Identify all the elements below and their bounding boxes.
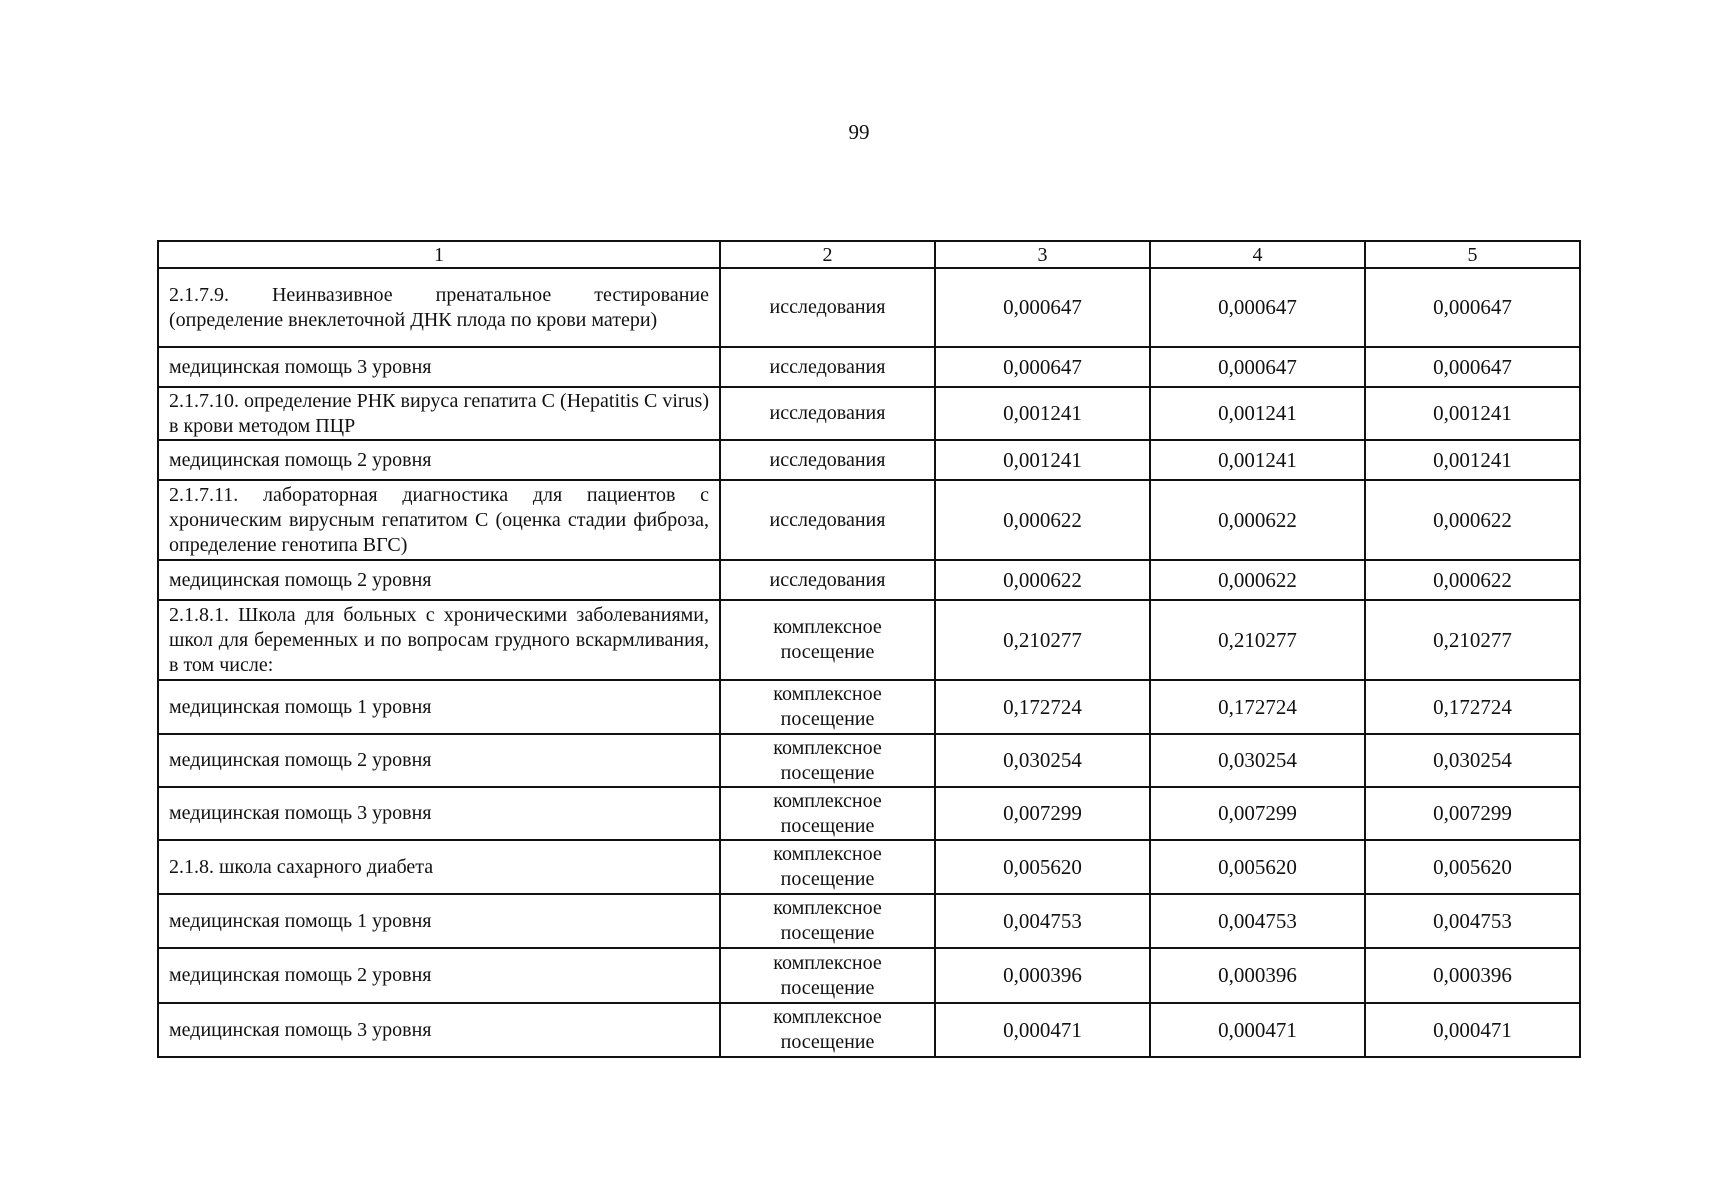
- value-cell-4: 0,007299: [1150, 787, 1365, 840]
- unit-cell: комплексное посещение: [720, 948, 935, 1003]
- row-name-cell: медицинская помощь 3 уровня: [158, 1003, 720, 1057]
- unit-cell: исследования: [720, 440, 935, 480]
- value-cell-5: 0,005620: [1365, 840, 1580, 894]
- column-header-1: 1: [158, 241, 720, 268]
- table-row: [158, 387, 1580, 440]
- value-cell-4: 0,000471: [1150, 1003, 1365, 1057]
- data-table: [157, 240, 1581, 1058]
- page-number: 99: [848, 120, 870, 144]
- value-cell-4: 0,172724: [1150, 680, 1365, 734]
- value-cell-5: 0,172724: [1365, 680, 1580, 734]
- table-row: [158, 787, 1580, 840]
- table-row: [158, 440, 1580, 480]
- value-cell-5: 0,000471: [1365, 1003, 1580, 1057]
- row-name-cell: 2.1.7.11. лабораторная диагностика для пациентов с хроническим вирусным гепатитом С (оценка стадии фиброза, определение генотипа ВГС): [158, 480, 720, 560]
- value-cell-4: 0,005620: [1150, 840, 1365, 894]
- value-cell-4: 0,000622: [1150, 560, 1365, 600]
- unit-cell: исследования: [720, 480, 935, 560]
- value-cell-4: 0,030254: [1150, 734, 1365, 787]
- value-cell-5: 0,004753: [1365, 894, 1580, 948]
- row-name-cell: медицинская помощь 2 уровня: [158, 734, 720, 787]
- unit-cell: исследования: [720, 387, 935, 440]
- row-name-cell: медицинская помощь 1 уровня: [158, 894, 720, 948]
- table-row: [158, 894, 1580, 948]
- table-row: [158, 600, 1580, 680]
- unit-cell: комплексное посещение: [720, 680, 935, 734]
- value-cell-5: 0,001241: [1365, 440, 1580, 480]
- value-cell-3: 0,005620: [935, 840, 1150, 894]
- table-row: [158, 948, 1580, 1003]
- column-header-2: 2: [720, 241, 935, 268]
- column-header-5: 5: [1365, 241, 1580, 268]
- value-cell-5: 0,000647: [1365, 347, 1580, 387]
- value-cell-4: 0,001241: [1150, 440, 1365, 480]
- value-cell-3: 0,030254: [935, 734, 1150, 787]
- row-name-cell: 2.1.8. школа сахарного диабета: [158, 840, 720, 894]
- row-name-cell: медицинская помощь 2 уровня: [158, 560, 720, 600]
- unit-cell: комплексное посещение: [720, 734, 935, 787]
- value-cell-3: 0,007299: [935, 787, 1150, 840]
- table-row: [158, 480, 1580, 560]
- value-cell-5: 0,001241: [1365, 387, 1580, 440]
- unit-cell: комплексное посещение: [720, 894, 935, 948]
- value-cell-5: 0,007299: [1365, 787, 1580, 840]
- value-cell-3: 0,000647: [935, 347, 1150, 387]
- value-cell-3: 0,210277: [935, 600, 1150, 680]
- row-name-cell: медицинская помощь 2 уровня: [158, 440, 720, 480]
- value-cell-5: 0,000622: [1365, 480, 1580, 560]
- value-cell-5: 0,000647: [1365, 268, 1580, 347]
- value-cell-3: 0,000647: [935, 268, 1150, 347]
- table-row: [158, 680, 1580, 734]
- table-row: [158, 347, 1580, 387]
- value-cell-3: 0,172724: [935, 680, 1150, 734]
- value-cell-3: 0,000622: [935, 480, 1150, 560]
- row-name-cell: медицинская помощь 3 уровня: [158, 787, 720, 840]
- unit-cell: комплексное посещение: [720, 1003, 935, 1057]
- unit-cell: комплексное посещение: [720, 600, 935, 680]
- value-cell-3: 0,001241: [935, 387, 1150, 440]
- unit-cell: комплексное посещение: [720, 787, 935, 840]
- column-header-4: 4: [1150, 241, 1365, 268]
- value-cell-4: 0,004753: [1150, 894, 1365, 948]
- value-cell-4: 0,001241: [1150, 387, 1365, 440]
- table-row: [158, 734, 1580, 787]
- unit-cell: исследования: [720, 268, 935, 347]
- row-name-cell: 2.1.7.9. Неинвазивное пренатальное тестирование (определение внеклеточной ДНК плода по крови матери): [158, 268, 720, 347]
- table-row: [158, 268, 1580, 347]
- unit-cell: комплексное посещение: [720, 840, 935, 894]
- table-row: [158, 840, 1580, 894]
- row-name-cell: медицинская помощь 2 уровня: [158, 948, 720, 1003]
- unit-cell: исследования: [720, 347, 935, 387]
- value-cell-3: 0,000471: [935, 1003, 1150, 1057]
- value-cell-4: 0,000622: [1150, 480, 1365, 560]
- value-cell-5: 0,000396: [1365, 948, 1580, 1003]
- value-cell-4: 0,000647: [1150, 268, 1365, 347]
- value-cell-5: 0,030254: [1365, 734, 1580, 787]
- column-header-3: 3: [935, 241, 1150, 268]
- value-cell-3: 0,000396: [935, 948, 1150, 1003]
- table-row: [158, 560, 1580, 600]
- table-row: [158, 1003, 1580, 1057]
- row-name-cell: медицинская помощь 1 уровня: [158, 680, 720, 734]
- table-header-row: [158, 241, 1580, 268]
- row-name-cell: медицинская помощь 3 уровня: [158, 347, 720, 387]
- row-name-cell: 2.1.8.1. Школа для больных с хроническими заболеваниями, школ для беременных и по вопросам грудного вскармливания, в том числе:: [158, 600, 720, 680]
- row-name-cell: 2.1.7.10. определение РНК вируса гепатита С (Hepatitis С virus) в крови методом ПЦР: [158, 387, 720, 440]
- value-cell-3: 0,004753: [935, 894, 1150, 948]
- value-cell-5: 0,210277: [1365, 600, 1580, 680]
- value-cell-3: 0,001241: [935, 440, 1150, 480]
- unit-cell: исследования: [720, 560, 935, 600]
- value-cell-5: 0,000622: [1365, 560, 1580, 600]
- value-cell-4: 0,000647: [1150, 347, 1365, 387]
- value-cell-4: 0,210277: [1150, 600, 1365, 680]
- value-cell-4: 0,000396: [1150, 948, 1365, 1003]
- value-cell-3: 0,000622: [935, 560, 1150, 600]
